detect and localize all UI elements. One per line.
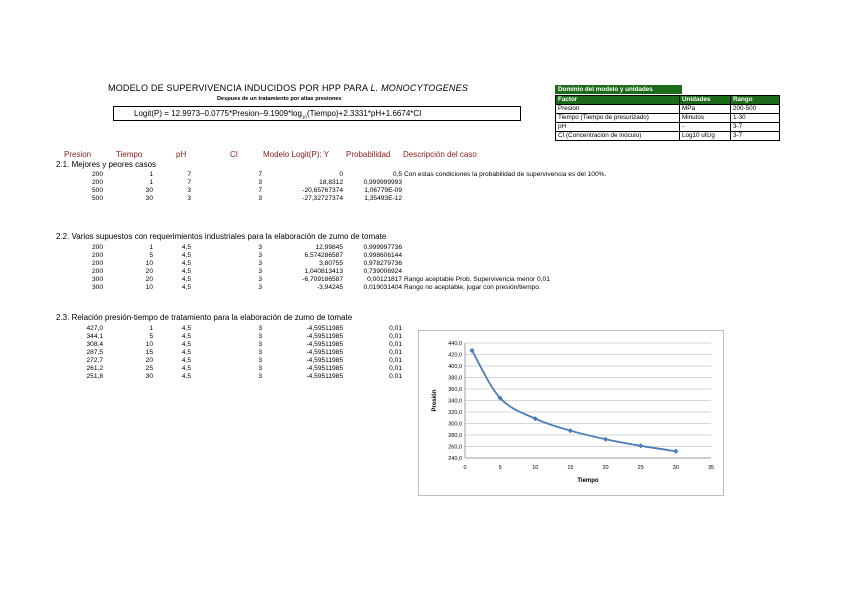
page-subtitle: Despues de un tratamiento por altas presiones (217, 96, 342, 102)
table-cell: -4,59511985 (306, 357, 343, 365)
table-cell: 300 (91, 276, 103, 284)
table-cell: 344,1 (86, 333, 103, 341)
table-cell: 7 (187, 171, 191, 178)
domain-cell: Tiempo (Tiempo de presurizado) (556, 114, 680, 123)
table-cell: 0,00121817 (367, 276, 402, 284)
table-cell: 4,5 (181, 349, 191, 357)
table-cell: 0,739006924 (363, 268, 402, 276)
y-tick-label: 340,0 (448, 398, 462, 405)
table-cell: -4,59511985 (306, 333, 343, 341)
table-cell: 20 (145, 276, 153, 284)
table-cell: 10 (145, 284, 153, 292)
table-cell: 427,0 (86, 325, 103, 332)
table-cell: -20,65767374 (302, 187, 343, 195)
table-cell: 4,5 (181, 260, 191, 268)
table-cell: -27,32727374 (302, 195, 343, 203)
title-organism: L. MONOCYTOGENES (370, 83, 469, 93)
domain-cell: MPa (680, 105, 731, 114)
table-cell: 3 (258, 373, 262, 381)
section-title: 2.2. Varios supuestos con requerimientos industriales para la elaboración de zumo de tomate (56, 232, 387, 241)
table-cell: 251,8 (86, 373, 103, 381)
case-description: Rango aceptable Prob. Supervivencia menor 0,01 (404, 276, 550, 284)
table-cell: 3 (258, 284, 262, 292)
table-cell: 4,5 (181, 357, 191, 365)
table-cell: -4,59511985 (306, 341, 343, 349)
table-cell: 4,5 (181, 276, 191, 284)
case-description: Con estas condiciones la probabilidad de supervivencia es del 100%. (404, 171, 607, 178)
y-tick-label: 240,0 (448, 456, 462, 462)
table-cell: 500 (91, 195, 103, 203)
table-cell: 3 (258, 333, 262, 341)
table-cell: 287,5 (86, 349, 103, 357)
table-cell: 0,01 (389, 357, 402, 365)
x-tick-label: 35 (707, 465, 715, 471)
table-cell: -4,59511985 (306, 325, 343, 332)
table-cell: 200 (91, 260, 103, 268)
table-cell: -4,59511985 (306, 373, 343, 381)
chart-panel (418, 330, 724, 496)
table-cell: 5 (149, 333, 153, 341)
formula-suffix: (Tiempo)+2.3331*pH+1.6674*CI (306, 109, 422, 118)
y-tick-label: 260,0 (448, 444, 462, 451)
domain-row (556, 114, 780, 123)
table-cell: 3 (258, 276, 262, 284)
table-cell: 0,978279736 (363, 260, 402, 268)
col-header-presion: Presion (64, 150, 92, 159)
domain-cell: 200-500 (731, 105, 780, 114)
col-header-tiempo: Tiempo (116, 150, 143, 159)
table-cell: 3 (187, 195, 191, 203)
table-cell: 0,999997736 (363, 244, 402, 251)
x-tick-label: 30 (672, 465, 679, 471)
table-cell: 3 (258, 179, 262, 187)
col-header-ph: pH (176, 150, 187, 159)
table-cell: 1,040813413 (304, 268, 343, 276)
x-tick-label: 5 (498, 465, 502, 471)
domain-row (556, 132, 780, 141)
domain-cell: 1-30 (731, 114, 780, 123)
case-description: Rango no aceptable, jugar con presión/tiempo. (404, 284, 541, 292)
domain-row (556, 105, 780, 114)
domain-cell: 3-7 (731, 123, 780, 132)
table-cell: 0,01 (389, 341, 402, 349)
col-header-descripcion: Descripción del caso (403, 150, 477, 159)
domain-table-title: Dominio del modelo y unidades (555, 85, 682, 94)
table-cell: 6,574286587 (304, 252, 343, 260)
table-cell: -3,94245 (316, 284, 343, 292)
table-cell: 4,5 (181, 268, 191, 276)
domain-header-cell: Factor (556, 96, 680, 105)
formula-prefix: Logit(P) = 12.9973–0.0775*Presion–9.1909*log (134, 109, 302, 118)
table-cell: 272,7 (86, 357, 103, 365)
table-cell: 15 (145, 349, 153, 357)
table-cell: 18,8312 (319, 179, 343, 187)
data-point (533, 416, 538, 421)
table-cell: 0,01 (389, 349, 402, 357)
table-cell: 3 (258, 268, 262, 276)
title-prefix: MODELO DE SUPERVIVENCIA INDUCIDOS POR HPP PARA (108, 83, 371, 93)
pressure-time-chart (419, 331, 723, 495)
domain-cell: CI (Concentración de inóculo) (556, 132, 680, 141)
data-point (673, 449, 678, 454)
table-cell: 3 (258, 325, 262, 332)
table-cell: 500 (91, 187, 103, 195)
table-cell: 0,019031404 (363, 284, 402, 292)
y-tick-label: 300,0 (448, 421, 462, 428)
table-cell: 7 (258, 187, 262, 195)
table-cell: 200 (91, 268, 103, 276)
table-cell: 200 (91, 244, 103, 251)
table-cell: 4,5 (181, 333, 191, 341)
domain-row (556, 123, 780, 132)
table-cell: -4,59511985 (306, 349, 343, 357)
table-cell: 4,5 (181, 365, 191, 373)
domain-header-cell: Unidades (680, 96, 731, 105)
section-title: 2.3. Relación presión-tiempo de tratamiento para la elaboración de zumo de tomate (56, 313, 353, 322)
formula-box (113, 106, 521, 121)
data-point (603, 437, 608, 442)
table-cell: 1,06779E-09 (364, 187, 402, 195)
table-cell: 0,01 (389, 325, 402, 332)
y-tick-label: 320,0 (448, 410, 462, 416)
table-cell: 308,4 (86, 341, 103, 349)
domain-cell: 3-7 (731, 132, 780, 141)
domain-cell: Log10 ufc/g (680, 132, 731, 141)
table-cell: 3 (258, 195, 262, 203)
y-axis-label: Presión (432, 389, 438, 412)
table-cell: -4,59511985 (306, 365, 343, 373)
table-cell: 1 (149, 244, 153, 251)
section-title: 2.1. Mejores y peores casos (56, 160, 157, 169)
domain-header-cell: Rango (731, 96, 780, 105)
table-cell: 4,5 (181, 244, 191, 251)
page-title (108, 83, 468, 93)
table-cell: 200 (91, 252, 103, 260)
table-cell: 10 (145, 260, 153, 268)
table-cell: 4,5 (181, 341, 191, 349)
table-cell: 3 (258, 252, 262, 260)
table-cell: 12,99845 (315, 244, 343, 251)
table-cell: 30 (145, 195, 153, 203)
table-cell: 7 (258, 171, 262, 178)
table-cell: 20 (145, 268, 153, 276)
y-tick-label: 420,0 (448, 352, 462, 359)
table-cell: 20 (145, 357, 153, 365)
col-header-ci: CI (230, 150, 238, 159)
table-cell: 1 (149, 325, 153, 332)
x-tick-label: 0 (463, 465, 467, 471)
table-cell: 1 (149, 171, 153, 178)
table-cell: 5 (149, 252, 153, 260)
data-point (568, 428, 573, 433)
table-cell: 200 (91, 171, 103, 178)
y-tick-label: 280,0 (448, 433, 462, 439)
table-cell: 3 (258, 260, 262, 268)
x-tick-label: 25 (637, 465, 644, 471)
domain-cell: pH (556, 123, 680, 132)
domain-table (555, 85, 780, 141)
table-cell: 0,01 (389, 333, 402, 341)
table-cell: 3 (187, 187, 191, 195)
x-tick-label: 20 (602, 465, 609, 471)
table-cell: 4,5 (181, 252, 191, 260)
table-cell: 261,2 (86, 365, 103, 373)
col-header-probabilidad: Probabilidad (346, 150, 391, 159)
table-cell: 0,998606144 (363, 252, 402, 260)
table-cell: 0,01 (389, 373, 402, 381)
table-cell: 4,5 (181, 325, 191, 332)
domain-cell: Minutos (680, 114, 731, 123)
table-cell: 25 (145, 365, 153, 373)
table-cell: 4,5 (181, 373, 191, 381)
table-cell: 4,5 (181, 284, 191, 292)
table-cell: 0 (339, 171, 343, 178)
table-cell: 7 (187, 179, 191, 187)
table-cell: 0,999999993 (363, 179, 402, 187)
domain-cell: - (680, 123, 731, 132)
table-cell: 0,5 (392, 171, 402, 178)
table-cell: 30 (145, 187, 153, 195)
domain-grid (555, 95, 780, 141)
domain-header-row (556, 96, 780, 105)
x-axis-label: Tiempo (577, 478, 599, 484)
table-cell: 1,35493E-12 (364, 195, 402, 203)
data-point (638, 443, 643, 448)
table-cell: 200 (91, 179, 103, 187)
table-cell: 3 (258, 357, 262, 365)
table-cell: 1 (149, 179, 153, 187)
y-tick-label: 380,0 (448, 375, 462, 382)
table-cell: -6,709186587 (302, 276, 343, 284)
table-cell: 300 (91, 284, 103, 292)
y-tick-label: 440,0 (448, 341, 462, 347)
table-cell: 3 (258, 365, 262, 373)
x-tick-label: 10 (532, 465, 539, 471)
x-tick-label: 15 (567, 465, 574, 471)
table-cell: 3 (258, 244, 262, 251)
y-tick-label: 360,0 (448, 387, 462, 393)
table-cell: 3,80755 (319, 260, 343, 268)
formula-sub: 10 (301, 114, 307, 120)
table-cell: 3 (258, 349, 262, 357)
col-header-modelo: Modelo Logit(P): Y (263, 150, 330, 159)
table-cell: 10 (145, 341, 153, 349)
table-cell: 30 (145, 373, 153, 381)
table-cell: 3 (258, 341, 262, 349)
table-cell: 0,01 (389, 365, 402, 373)
y-tick-label: 400,0 (448, 364, 462, 370)
domain-cell: Presion (556, 105, 680, 114)
